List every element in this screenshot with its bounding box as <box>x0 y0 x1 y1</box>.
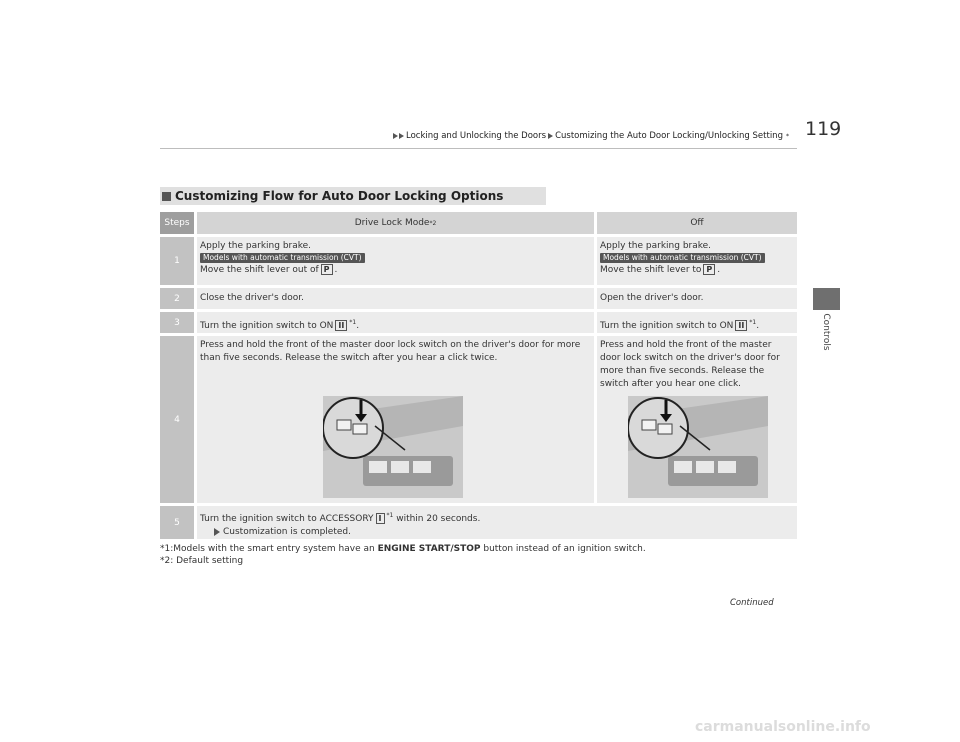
table-row <box>160 312 797 333</box>
table-cell: Close the driver's door. <box>197 288 594 309</box>
footnotes <box>160 543 646 567</box>
table-row <box>160 237 797 285</box>
step-number: 2 <box>160 288 194 309</box>
table-cell: Apply the parking brake. Models with automatic transmission (CVT) Move the shift lever out of P . <box>197 237 594 285</box>
square-bullet-icon <box>162 192 171 201</box>
table-cell: Press and hold the front of the master door lock switch on the driver's door for more than five seconds. Release the switch after you hear a click twice. <box>197 336 594 503</box>
table-row <box>160 288 797 309</box>
ignition-position-key: II <box>735 320 747 331</box>
side-tab-label[interactable]: Controls <box>821 313 831 351</box>
table-cell: Turn the ignition switch to ACCESSORY I $^{*1}$ within 20 seconds. Customization is completed. <box>197 506 797 539</box>
footnote: *2: Default setting <box>160 556 244 566</box>
breadcrumb-item[interactable]: Customizing the Auto Door Locking/Unlocking Setting <box>555 131 783 141</box>
breadcrumb-item[interactable]: Locking and Unlocking the Doors <box>406 131 547 141</box>
column-header-steps: Steps <box>160 212 194 234</box>
model-badge: Models with automatic transmission (CVT) <box>600 253 765 263</box>
watermark: carmanualsonline.info <box>695 719 871 735</box>
shift-position-key: P <box>703 264 715 275</box>
ignition-position-key: II <box>335 320 347 331</box>
table-cell: Turn the ignition switch to ON II $^{*1}$. <box>197 312 594 333</box>
section-title: Customizing Flow for Auto Door Locking Options <box>175 189 504 203</box>
step-number: 3 <box>160 312 194 333</box>
table-header-row <box>160 212 797 234</box>
door-lock-switch-illustration <box>323 396 463 498</box>
step-number: 1 <box>160 237 194 285</box>
side-tab-marker <box>813 288 840 310</box>
door-lock-switch-illustration <box>628 396 768 498</box>
section-heading <box>160 187 546 205</box>
breadcrumb-asterisk: * <box>785 132 789 140</box>
arrow-icon <box>393 133 398 139</box>
header-divider <box>160 148 797 149</box>
column-header-off: Off <box>597 212 797 234</box>
table-row <box>160 506 797 539</box>
table-cell: Apply the parking brake. Models with automatic transmission (CVT) Move the shift lever to P . <box>597 237 797 285</box>
page-number: 119 <box>805 118 842 140</box>
table-cell: Press and hold the front of the master door lock switch on the driver's door for more than five seconds. Release the switch after you hear one click. <box>597 336 797 503</box>
footnote: *1:Models with the smart entry system have an ENGINE START/STOP button instead of an ignition switch. <box>160 544 646 554</box>
continued-label: Continued <box>730 598 774 608</box>
step-number: 4 <box>160 336 194 503</box>
table-row <box>160 336 797 503</box>
table-cell: Open the driver's door. <box>597 288 797 309</box>
step-number: 5 <box>160 506 194 539</box>
breadcrumb <box>393 131 789 141</box>
customizing-flow-table <box>160 212 797 542</box>
arrow-icon <box>548 133 553 139</box>
arrow-icon <box>399 133 404 139</box>
result-arrow-icon <box>214 528 220 536</box>
column-header-drive-lock-mode: Drive Lock Mode *2 <box>197 212 594 234</box>
shift-position-key: P <box>321 264 333 275</box>
model-badge: Models with automatic transmission (CVT) <box>200 253 365 263</box>
table-cell: Turn the ignition switch to ON II $^{*1}$. <box>597 312 797 333</box>
ignition-position-key: I <box>376 513 385 524</box>
